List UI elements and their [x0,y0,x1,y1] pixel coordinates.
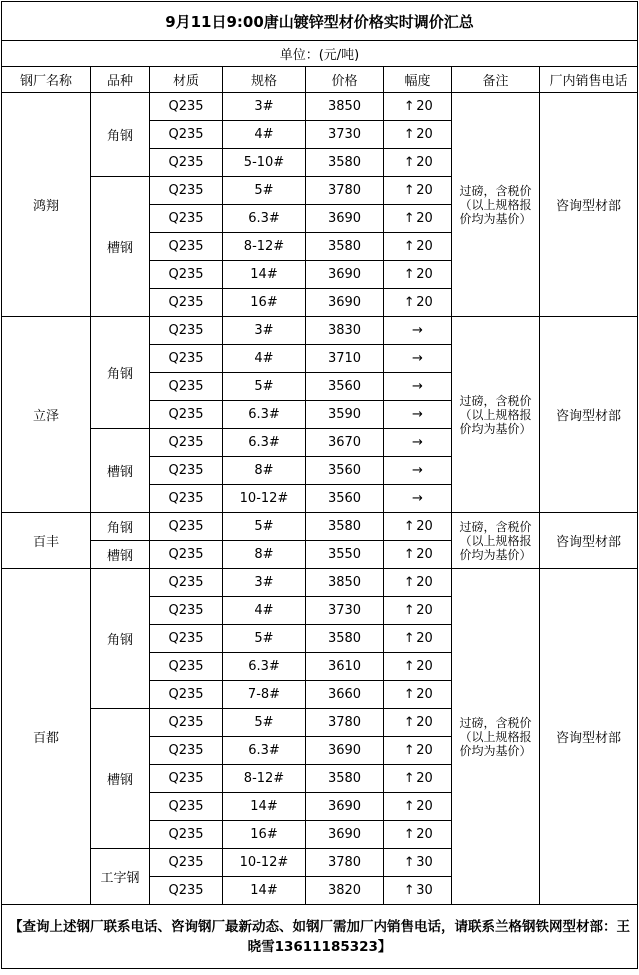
price-cell: 3730 [306,121,384,149]
arrow-up-icon: ↑ [403,547,415,562]
material-cell: Q235 [150,877,223,905]
spec-cell: 3# [223,93,306,121]
mill-name: 立泽 [2,317,91,513]
change-amount: 20 [416,715,433,730]
material-cell: Q235 [150,793,223,821]
price-cell: 3580 [306,233,384,261]
spec-cell: 6.3# [223,737,306,765]
change-cell [384,457,452,485]
price-cell: 3690 [306,821,384,849]
price-cell: 3850 [306,93,384,121]
arrow-up-icon: ↑ [403,519,415,534]
change-cell [384,401,452,429]
change-cell [384,373,452,401]
spec-cell: 7-8# [223,681,306,709]
spec-cell: 6.3# [223,401,306,429]
spec-cell: 6.3# [223,205,306,233]
change-cell [384,93,452,121]
change-amount: 20 [416,827,433,842]
spec-cell: 3# [223,317,306,345]
variety-name: 槽钢 [91,541,150,569]
footer-note: 【查询上述钢厂联系电话、咨询钢厂最新动态、如钢厂需加厂内销售电话，请联系兰格钢铁网型材部：王晓雪13611185323】 [2,905,638,969]
spec-cell: 5-10# [223,149,306,177]
price-cell: 3690 [306,737,384,765]
table-row [2,569,638,597]
arrow-right-icon: → [412,435,423,450]
header-price: 价格 [306,67,384,93]
change-cell [384,681,452,709]
arrow-up-icon: ↑ [403,603,415,618]
change-cell [384,877,452,905]
arrow-up-icon: ↑ [403,575,415,590]
material-cell: Q235 [150,93,223,121]
price-cell: 3780 [306,709,384,737]
change-amount: 20 [416,631,433,646]
arrow-right-icon: → [412,351,423,366]
change-amount: 20 [416,267,433,282]
material-cell: Q235 [150,345,223,373]
price-table [1,1,638,969]
price-cell: 3820 [306,877,384,905]
change-cell [384,653,452,681]
price-cell: 3780 [306,849,384,877]
price-cell: 3690 [306,205,384,233]
change-cell [384,793,452,821]
price-cell: 3830 [306,317,384,345]
change-cell [384,233,452,261]
material-cell: Q235 [150,541,223,569]
variety-name: 角钢 [91,317,150,429]
change-amount: 20 [416,239,433,254]
price-cell: 3710 [306,345,384,373]
arrow-up-icon: ↑ [403,267,415,282]
change-amount: 20 [416,211,433,226]
note-cell: 过磅，含税价（以上规格报价均为基价） [452,317,540,513]
price-cell: 3730 [306,597,384,625]
unit-label: 单位：(元/吨) [2,41,638,67]
mill-name: 百都 [2,569,91,905]
sales-cell: 咨询型材部 [540,569,638,905]
material-cell: Q235 [150,569,223,597]
spec-cell: 10-12# [223,485,306,513]
arrow-up-icon: ↑ [403,99,415,114]
change-cell [384,625,452,653]
change-amount: 20 [416,603,433,618]
spec-cell: 8# [223,457,306,485]
change-cell [384,317,452,345]
material-cell: Q235 [150,513,223,541]
note-cell: 过磅，含税价（以上规格报价均为基价） [452,569,540,905]
spec-cell: 8-12# [223,765,306,793]
spec-cell: 4# [223,345,306,373]
change-amount: 20 [416,659,433,674]
change-amount: 20 [416,575,433,590]
material-cell: Q235 [150,457,223,485]
material-cell: Q235 [150,149,223,177]
change-amount: 20 [416,155,433,170]
header-mill: 钢厂名称 [2,67,91,93]
arrow-up-icon: ↑ [403,659,415,674]
material-cell: Q235 [150,737,223,765]
arrow-up-icon: ↑ [403,771,415,786]
arrow-up-icon: ↑ [403,211,415,226]
header-row [2,67,638,93]
spec-cell: 4# [223,121,306,149]
mill-name: 百丰 [2,513,91,569]
price-cell: 3660 [306,681,384,709]
price-cell: 3580 [306,625,384,653]
arrow-up-icon: ↑ [403,883,415,898]
note-cell: 过磅，含税价（以上规格报价均为基价） [452,513,540,569]
material-cell: Q235 [150,177,223,205]
variety-name: 槽钢 [91,177,150,317]
change-cell [384,485,452,513]
spec-cell: 4# [223,597,306,625]
change-cell [384,709,452,737]
change-cell [384,289,452,317]
spec-cell: 16# [223,821,306,849]
change-cell [384,597,452,625]
spec-cell: 8-12# [223,233,306,261]
change-cell [384,261,452,289]
spec-cell: 6.3# [223,653,306,681]
arrow-right-icon: → [412,491,423,506]
sales-cell: 咨询型材部 [540,317,638,513]
arrow-up-icon: ↑ [403,743,415,758]
arrow-up-icon: ↑ [403,183,415,198]
spec-cell: 14# [223,877,306,905]
arrow-right-icon: → [412,379,423,394]
spec-cell: 5# [223,709,306,737]
change-cell [384,149,452,177]
material-cell: Q235 [150,709,223,737]
arrow-up-icon: ↑ [403,295,415,310]
spec-cell: 5# [223,373,306,401]
material-cell: Q235 [150,205,223,233]
arrow-right-icon: → [412,463,423,478]
price-cell: 3690 [306,289,384,317]
arrow-up-icon: ↑ [403,687,415,702]
spec-cell: 8# [223,541,306,569]
change-amount: 20 [416,519,433,534]
spec-cell: 14# [223,793,306,821]
note-cell: 过磅，含税价（以上规格报价均为基价） [452,93,540,317]
change-amount: 20 [416,183,433,198]
change-amount: 30 [416,855,433,870]
price-cell: 3560 [306,457,384,485]
material-cell: Q235 [150,821,223,849]
arrow-up-icon: ↑ [403,631,415,646]
change-cell [384,345,452,373]
change-cell [384,569,452,597]
material-cell: Q235 [150,317,223,345]
change-amount: 20 [416,295,433,310]
mill-name: 鸿翔 [2,93,91,317]
sales-cell: 咨询型材部 [540,513,638,569]
change-cell [384,205,452,233]
sales-cell: 咨询型材部 [540,93,638,317]
change-amount: 30 [416,883,433,898]
change-amount: 20 [416,127,433,142]
price-cell: 3690 [306,793,384,821]
table-row [2,317,638,345]
price-cell: 3780 [306,177,384,205]
price-cell: 3560 [306,373,384,401]
price-cell: 3670 [306,429,384,457]
change-cell [384,765,452,793]
price-cell: 3590 [306,401,384,429]
change-amount: 20 [416,799,433,814]
table-row [2,93,638,121]
spec-cell: 16# [223,289,306,317]
material-cell: Q235 [150,653,223,681]
page-title: 9月11日9:00唐山镀锌型材价格实时调价汇总 [2,2,638,41]
change-amount: 20 [416,743,433,758]
change-cell [384,737,452,765]
header-material: 材质 [150,67,223,93]
change-cell [384,821,452,849]
variety-name: 角钢 [91,513,150,541]
change-amount: 20 [416,687,433,702]
material-cell: Q235 [150,597,223,625]
spec-cell: 6.3# [223,429,306,457]
price-cell: 3580 [306,765,384,793]
material-cell: Q235 [150,765,223,793]
spec-cell: 3# [223,569,306,597]
variety-name: 工字钢 [91,849,150,905]
material-cell: Q235 [150,625,223,653]
change-amount: 20 [416,547,433,562]
material-cell: Q235 [150,121,223,149]
material-cell: Q235 [150,261,223,289]
arrow-up-icon: ↑ [403,127,415,142]
spec-cell: 10-12# [223,849,306,877]
material-cell: Q235 [150,681,223,709]
change-cell [384,429,452,457]
change-cell [384,177,452,205]
material-cell: Q235 [150,429,223,457]
price-cell: 3610 [306,653,384,681]
arrow-right-icon: → [412,407,423,422]
header-variety: 品种 [91,67,150,93]
arrow-up-icon: ↑ [403,855,415,870]
price-cell: 3560 [306,485,384,513]
header-note: 备注 [452,67,540,93]
material-cell: Q235 [150,289,223,317]
material-cell: Q235 [150,401,223,429]
price-cell: 3580 [306,513,384,541]
spec-cell: 5# [223,625,306,653]
variety-name: 角钢 [91,93,150,177]
arrow-up-icon: ↑ [403,239,415,254]
change-amount: 20 [416,771,433,786]
change-amount: 20 [416,99,433,114]
material-cell: Q235 [150,849,223,877]
material-cell: Q235 [150,373,223,401]
arrow-up-icon: ↑ [403,155,415,170]
spec-cell: 5# [223,513,306,541]
header-spec: 规格 [223,67,306,93]
header-change: 幅度 [384,67,452,93]
price-cell: 3690 [306,261,384,289]
change-cell [384,121,452,149]
header-sales-phone: 厂内销售电话 [540,67,638,93]
price-cell: 3550 [306,541,384,569]
price-cell: 3850 [306,569,384,597]
material-cell: Q235 [150,233,223,261]
arrow-up-icon: ↑ [403,715,415,730]
material-cell: Q235 [150,485,223,513]
variety-name: 槽钢 [91,709,150,849]
price-cell: 3580 [306,149,384,177]
variety-name: 槽钢 [91,429,150,513]
change-cell [384,849,452,877]
table-row [2,513,638,541]
spec-cell: 5# [223,177,306,205]
change-cell [384,513,452,541]
spec-cell: 14# [223,261,306,289]
variety-name: 角钢 [91,569,150,709]
arrow-right-icon: → [412,323,423,338]
change-cell [384,541,452,569]
arrow-up-icon: ↑ [403,799,415,814]
arrow-up-icon: ↑ [403,827,415,842]
